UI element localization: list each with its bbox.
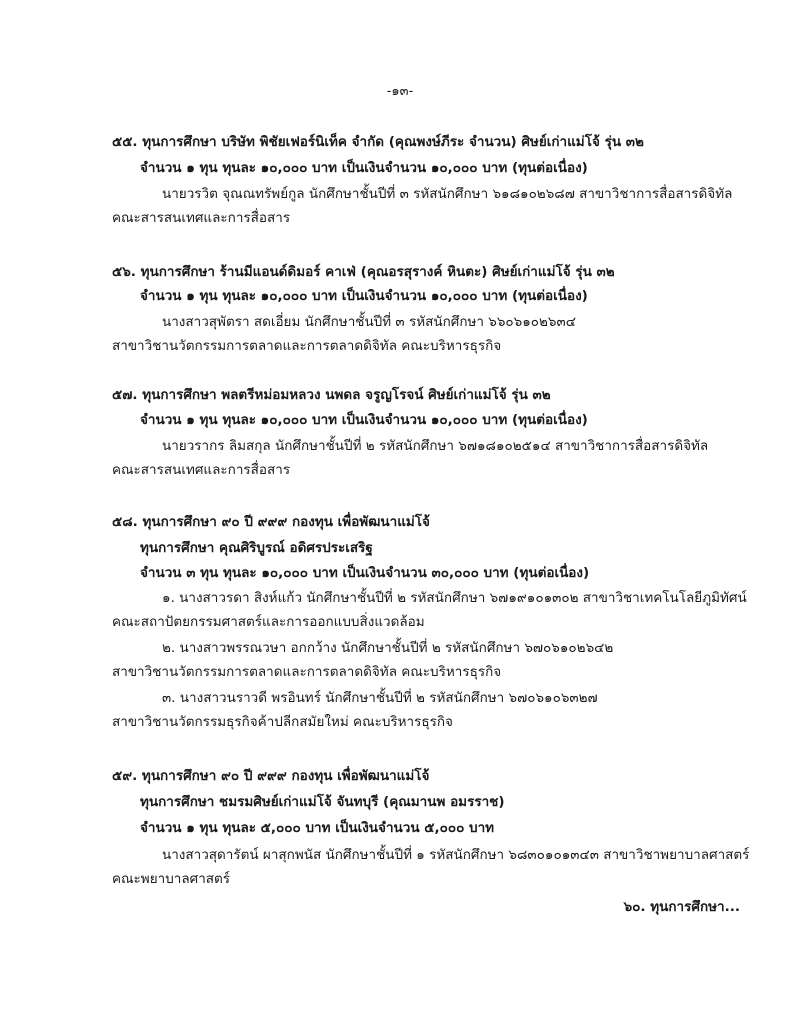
section-58-recipient-2: ๒. นางสาวพรรณวษา อกกว้าง นักศึกษาชั้นปีที่ ๒ รหัสนักศึกษา ๖๗๐๖๑๐๒๖๔๒ [162, 640, 614, 656]
section-55-heading: ๕๕. ทุนการศึกษา บริษัท พิชัยเฟอร์นิเท็ค จำกัด (คุณพงษ์ภีระ จำนวน) ศิษย์เก่าแม่โจ้ รุ่น ๓๒ [112, 134, 644, 150]
section-58-recipient-2-faculty: สาขาวิชานวัตกรรมการตลาดและการตลาดดิจิทัล คณะบริหารธุรกิจ [112, 664, 502, 680]
next-page-marker: ๖๐. ทุนการศึกษา... [623, 899, 740, 915]
section-59-recipient: นางสาวสุดารัตน์ ผาสุกพนัส นักศึกษาชั้นปีที่ ๑ รหัสนักศึกษา ๖๘๓๐๑๐๑๓๔๓ สาขาวิชาพยาบาลศาสตร์ [162, 847, 750, 863]
section-58-recipient-3: ๓. นางสาวนราวดี พรอินทร์ นักศึกษาชั้นปีที่ ๒ รหัสนักศึกษา ๖๗๐๖๑๐๖๓๒๗ [162, 690, 598, 706]
section-58-recipient-1-faculty: คณะสถาปัตยกรรมศาสตร์และการออกแบบสิ่งแวดล้อม [112, 614, 425, 630]
section-59-recipient-faculty: คณะพยาบาลศาสตร์ [112, 871, 231, 887]
section-59-heading: ๕๙. ทุนการศึกษา ๙๐ ปี ๙๙๙ กองทุน เพื่อพัฒนาแม่โจ้ [112, 768, 430, 784]
section-57-recipient-faculty: คณะสารสนเทศและการสื่อสาร [112, 462, 291, 478]
page-number: -๑๓- [386, 84, 414, 99]
section-58-heading: ๕๘. ทุนการศึกษา ๙๐ ปี ๙๙๙ กองทุน เพื่อพัฒนาแม่โจ้ [112, 514, 430, 530]
section-57-amount: จำนวน ๑ ทุน ทุนละ ๑๐,๐๐๐ บาท เป็นเงินจำนวน ๑๐,๐๐๐ บาท (ทุนต่อเนื่อง) [140, 412, 588, 428]
section-55-recipient: นายวรวิต จุณณทรัพย์กูล นักศึกษาชั้นปีที่ ๓ รหัสนักศึกษา ๖๑๘๑๐๒๖๘๗ สาขาวิชาการสื่อสารดิจิทัล [162, 186, 733, 202]
section-56-heading: ๕๖. ทุนการศึกษา ร้านมีแอนด์ดิมอร์ คาเฟ่ (คุณอรสุรางค์ หินตะ) ศิษย์เก่าแม่โจ้ รุ่น ๓๒ [112, 264, 615, 280]
section-56-recipient-faculty: สาขาวิชานวัตกรรมการตลาดและการตลาดดิจิทัล คณะบริหารธุรกิจ [112, 338, 502, 354]
section-57-recipient: นายวรากร ลิมสกุล นักศึกษาชั้นปีที่ ๒ รหัสนักศึกษา ๖๗๑๘๑๐๒๕๑๔ สาขาวิชาการสื่อสารดิจิทัล [162, 438, 709, 454]
section-58-recipient-3-faculty: สาขาวิชานวัตกรรมธุรกิจค้าปลีกสมัยใหม่ คณะบริหารธุรกิจ [112, 714, 453, 730]
section-55-amount: จำนวน ๑ ทุน ทุนละ ๑๐,๐๐๐ บาท เป็นเงินจำนวน ๑๐,๐๐๐ บาท (ทุนต่อเนื่อง) [140, 160, 588, 176]
section-59-amount: จำนวน ๑ ทุน ทุนละ ๕,๐๐๐ บาท เป็นเงินจำนวน ๕,๐๐๐ บาท [140, 820, 495, 836]
section-57-heading: ๕๗. ทุนการศึกษา พลตรีหม่อมหลวง นพดล จรูญโรจน์ ศิษย์เก่าแม่โจ้ รุ่น ๓๒ [112, 387, 551, 403]
section-58-amount: จำนวน ๓ ทุน ทุนละ ๑๐,๐๐๐ บาท เป็นเงินจำนวน ๓๐,๐๐๐ บาท (ทุนต่อเนื่อง) [140, 565, 590, 581]
section-58-sub-heading: ทุนการศึกษา คุณศิริบูรณ์ อดิศรประเสริฐ [140, 540, 373, 556]
section-55-recipient-faculty: คณะสารสนเทศและการสื่อสาร [112, 210, 291, 226]
section-58-recipient-1: ๑. นางสาวรดา สิงห์แก้ว นักศึกษาชั้นปีที่ ๒ รหัสนักศึกษา ๖๗๑๙๑๐๑๓๐๒ สาขาวิชาเทคโนโลยีภูมิทัศน์ [162, 590, 747, 606]
section-56-amount: จำนวน ๑ ทุน ทุนละ ๑๐,๐๐๐ บาท เป็นเงินจำนวน ๑๐,๐๐๐ บาท (ทุนต่อเนื่อง) [140, 288, 588, 304]
section-56-recipient: นางสาวสุพัตรา สดเอี่ยม นักศึกษาชั้นปีที่ ๓ รหัสนักศึกษา ๖๖๐๖๑๐๒๖๓๔ [162, 314, 576, 330]
section-59-sub-heading: ทุนการศึกษา ชมรมศิษย์เก่าแม่โจ้ จันทบุรี (คุณมานพ อมรราช) [140, 794, 505, 810]
